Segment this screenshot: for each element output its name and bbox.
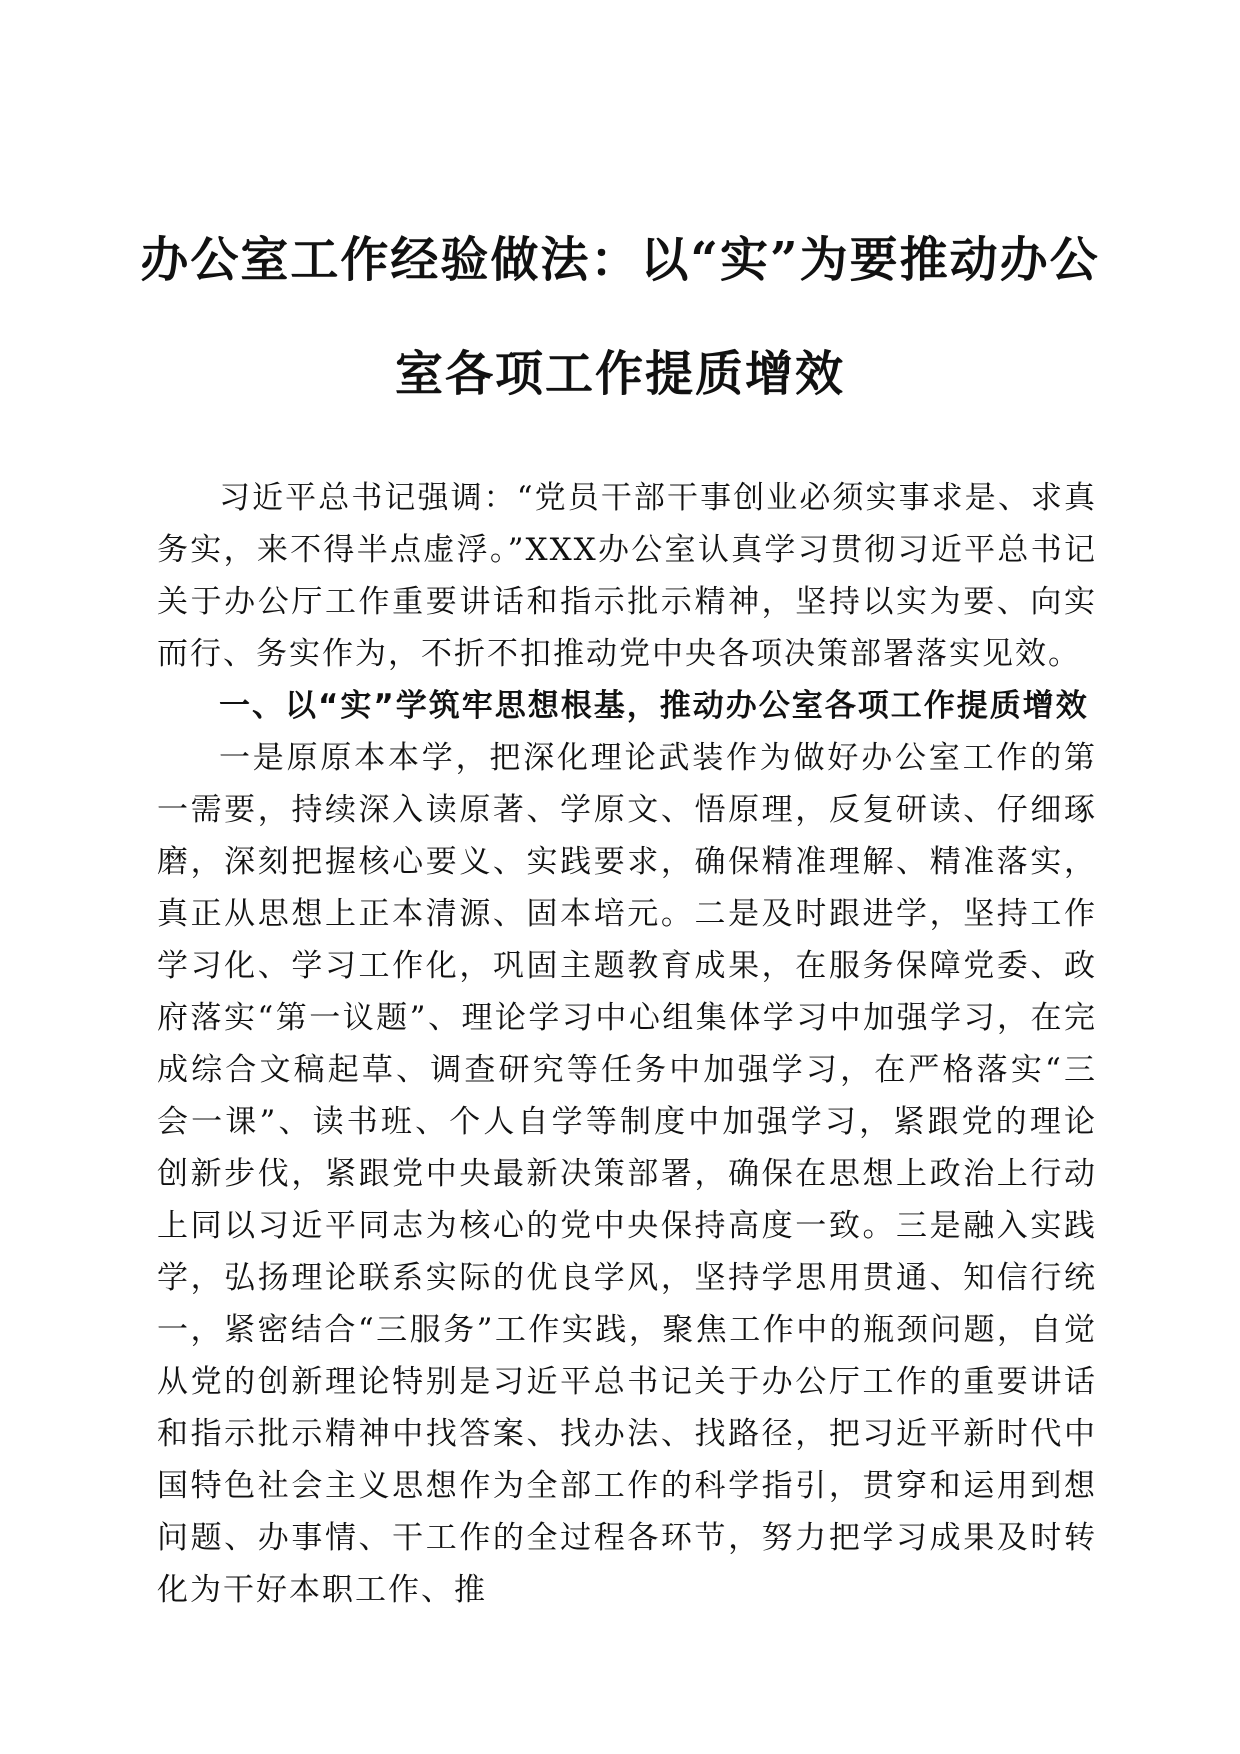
document-body xyxy=(157,472,1097,1616)
document-title-line-1: 办公室工作经验做法：以“实”为要推动办公 xyxy=(140,232,1100,288)
document-title-line-2: 室各项工作提质增效 xyxy=(394,346,845,402)
intro-paragraph: 习近平总书记强调：“党员干部干事创业必须实事求是、求真务实，来不得半点虚浮。”XXX办公室认真学习贯彻习近平总书记关于办公厅工作重要讲话和指示批示精神，坚持以实为要、向实而行、务实作为，不折不扣推动党中央各项决策部署落实见效。 xyxy=(157,480,1097,672)
section-1-paragraph: 一是原原本本学，把深化理论武装作为做好办公室工作的第一需要，持续深入读原著、学原文、悟原理，反复研读、仔细琢磨，深刻把握核心要义、实践要求，确保精准理解、精准落实，真正从思想上正本清源、固本培元。二是及时跟进学，坚持工作学习化、学习工作化，巩固主题教育成果，在服务保障党委、政府落实“第一议题”、理论学习中心组集体学习中加强学习，在完成综合文稿起草、调查研究等任务中加强学习，在严格落实“三会一课”、读书班、个人自学等制度中加强学习，紧跟党的理论创新步伐，紧跟党中央最新决策部署，确保在思想上政治上行动上同以习近平同志为核心的党中央保持高度一致。三是融入实践学，弘扬理论联系实际的优良学风，坚持学思用贯通、知信行统一，紧密结合“三服务”工作实践，聚焦工作中的瓶颈问题，自觉从党的创新理论特别是习近平总书记关于办公厅工作的重要讲话和指示批示精神中找答案、找办法、找路径，把习近平新时代中国特色社会主义思想作为全部工作的科学指引，贯穿和运用到想问题、办事情、干工作的全过程各环节，努力把学习成果及时转化为干好本职工作、推 xyxy=(157,740,1097,1608)
section-1-heading: 一、以“实”学筑牢思想根基，推动办公室各项工作提质增效 xyxy=(219,688,1089,724)
